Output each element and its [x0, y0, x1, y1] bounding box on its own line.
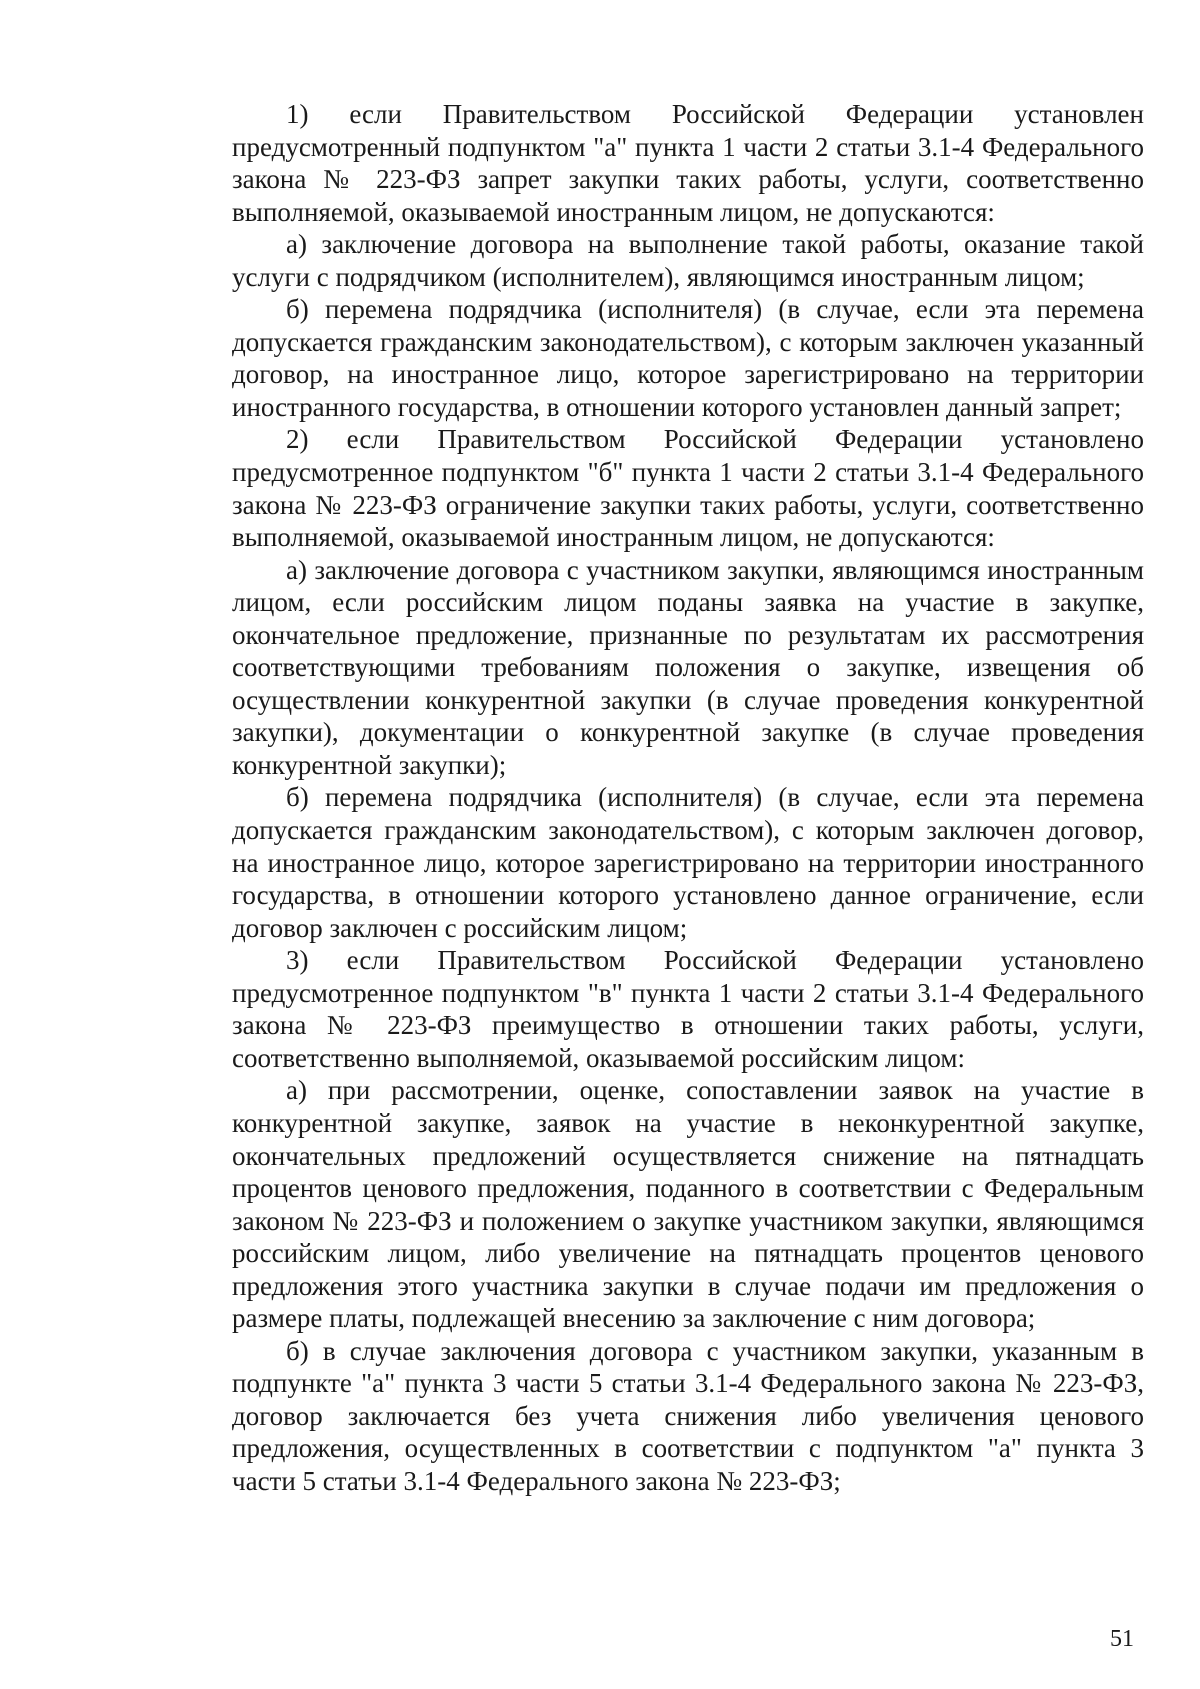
- document-body: [232, 98, 1144, 1498]
- page-number: 51: [1110, 1626, 1134, 1652]
- paragraph-item-2: 2) если Правительством Российской Федерации установлено предусмотренное подпунктом "б" пункта 1 части 2 статьи 3.1-4 Федерального закона № 223-ФЗ ограничение закупки таких работы, услуги, соответственно выполняемой, оказываемой иностранным лицом, не допускаются:: [232, 424, 1144, 553]
- paragraph-item-3a: а) при рассмотрении, оценке, сопоставлении заявок на участие в конкурентной закупке, заявок на участие в неконкурентной закупке, окончательных предложений осуществляется снижение на пятнадцать процентов ценового предложения, поданного в соответствии с Федеральным законом № 223-ФЗ и положением о закупке участником закупки, являющимся российским лицом, либо увеличение на пятнадцать процентов ценового предложения этого участника закупки в случае подачи им предложения о размере платы, подлежащей внесению за заключение с ним договора;: [232, 1075, 1144, 1334]
- paragraph-item-1b: б) перемена подрядчика (исполнителя) (в случае, если эта перемена допускается гражданским законодательством), с которым заключен указанный договор, на иностранное лицо, которое зарегистрировано на территории иностранного государства, в отношении которого установлен данный запрет;: [232, 294, 1144, 422]
- paragraph-item-3b: б) в случае заключения договора с участником закупки, указанным в подпункте "а" пункта 3 части 5 статьи 3.1-4 Федерального закона № 223-ФЗ, договор заключается без учета снижения либо увеличения ценового предложения, осуществленных в соответствии с подпунктом "а" пункта 3 части 5 статьи 3.1-4 Федерального закона № 223-ФЗ;: [232, 1335, 1144, 1496]
- paragraph-item-1a: а) заключение договора на выполнение такой работы, оказание такой услуги с подрядчиком (исполнителем), являющимся иностранным лицом;: [232, 229, 1144, 292]
- paragraph-item-3: 3) если Правительством Российской Федерации установлено предусмотренное подпунктом "в" пункта 1 части 2 статьи 3.1-4 Федерального закона № 223-ФЗ преимущество в отношении таких работы, услуги, соответственно выполняемой, оказываемой российским лицом:: [232, 945, 1144, 1073]
- paragraph-item-1: 1) если Правительством Российской Федерации установлен предусмотренный подпунктом "а" пункта 1 части 2 статьи 3.1-4 Федерального закона № 223-ФЗ запрет закупки таких работы, услуги, соответственно выполняемой, оказываемой иностранным лицом, не допускаются:: [232, 99, 1144, 227]
- paragraph-item-2b: б) перемена подрядчика (исполнителя) (в случае, если эта перемена допускается гражданским законодательством), с которым заключен договор, на иностранное лицо, которое зарегистрировано на территории иностранного государства, в отношении которого установлено данное ограничение, если договор заключен с российским лицом;: [232, 782, 1144, 943]
- paragraph-item-2a: а) заключение договора с участником закупки, являющимся иностранным лицом, если российским лицом поданы заявка на участие в закупке, окончательное предложение, признанные по результатам их рассмотрения соответствующими требованиям положения о закупке, извещения об осуществлении конкурентной закупки (в случае проведения конкурентной закупки), документации о конкурентной закупке (в случае проведения конкурентной закупки);: [232, 554, 1144, 780]
